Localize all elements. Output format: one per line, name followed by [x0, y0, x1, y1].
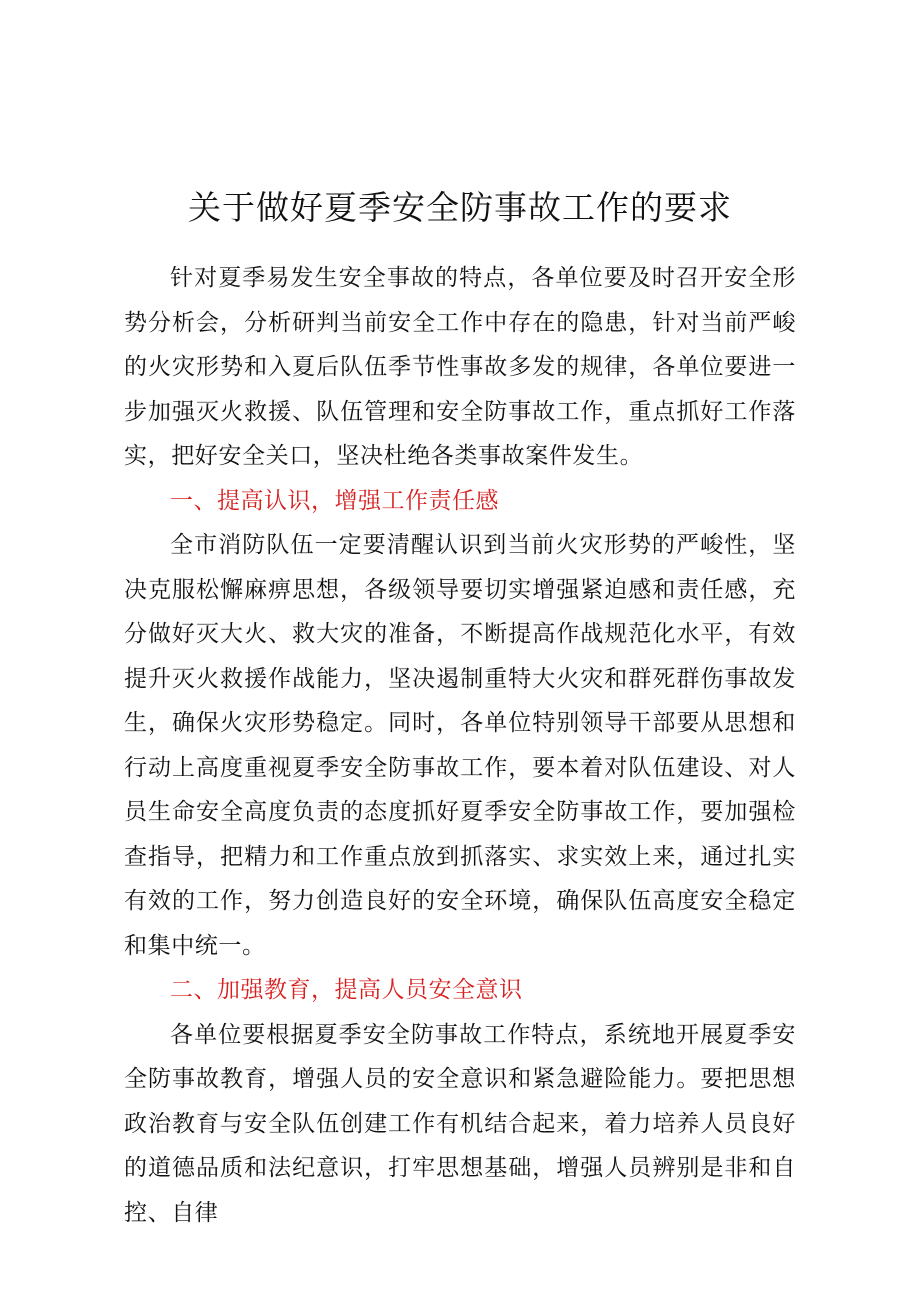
section-paragraph-1: 全市消防队伍一定要清醒认识到当前火灾形势的严峻性，坚决克服松懈麻痹思想，各级领导要切实增强紧迫感和责任感，充分做好灭大火、救大灾的准备，不断提高作战规范化水平，有效提升灭火救援作战能力，坚决遏制重特大火灾和群死群伤事故发生，确保火灾形势稳定。同时，各单位特别领导干部要从思想和行动上高度重视夏季安全防事故工作，要本着对队伍建设、对人员生命安全高度负责的态度抓好夏季安全防事故工作，要加强检查指导，把精力和工作重点放到抓落实、求实效上来，通过扎实有效的工作，努力创造良好的安全环境，确保队伍高度安全稳定和集中统一。	[124, 532, 796, 959]
intro-paragraph: 针对夏季易发生安全事故的特点，各单位要及时召开安全形势分析会，分析研判当前安全工作中存在的隐患，针对当前严峻的火灾形势和入夏后队伍季节性事故多发的规律，各单位要进一步加强灭火救援、队伍管理和安全防事故工作，重点抓好工作落实，把好安全关口，坚决杜绝各类事故案件发生。	[124, 265, 796, 469]
section-paragraph-2: 各单位要根据夏季安全防事故工作特点，系统地开展夏季安全防事故教育，增强人员的安全意识和紧急避险能力。要把思想政治教育与安全队伍创建工作有机结合起来，着力培养人员良好的道德品质和法纪意识，打牢思想基础，增强人员辨别是非和自控、自律	[124, 1021, 796, 1226]
document-body	[124, 256, 796, 1235]
section-heading-2: 二、加强教育，提高人员安全意识	[170, 977, 523, 1003]
section-heading-1: 一、提高认识，增强工作责任感	[170, 487, 499, 514]
document-title: 关于做好夏季安全防事故工作的要求	[188, 188, 732, 227]
